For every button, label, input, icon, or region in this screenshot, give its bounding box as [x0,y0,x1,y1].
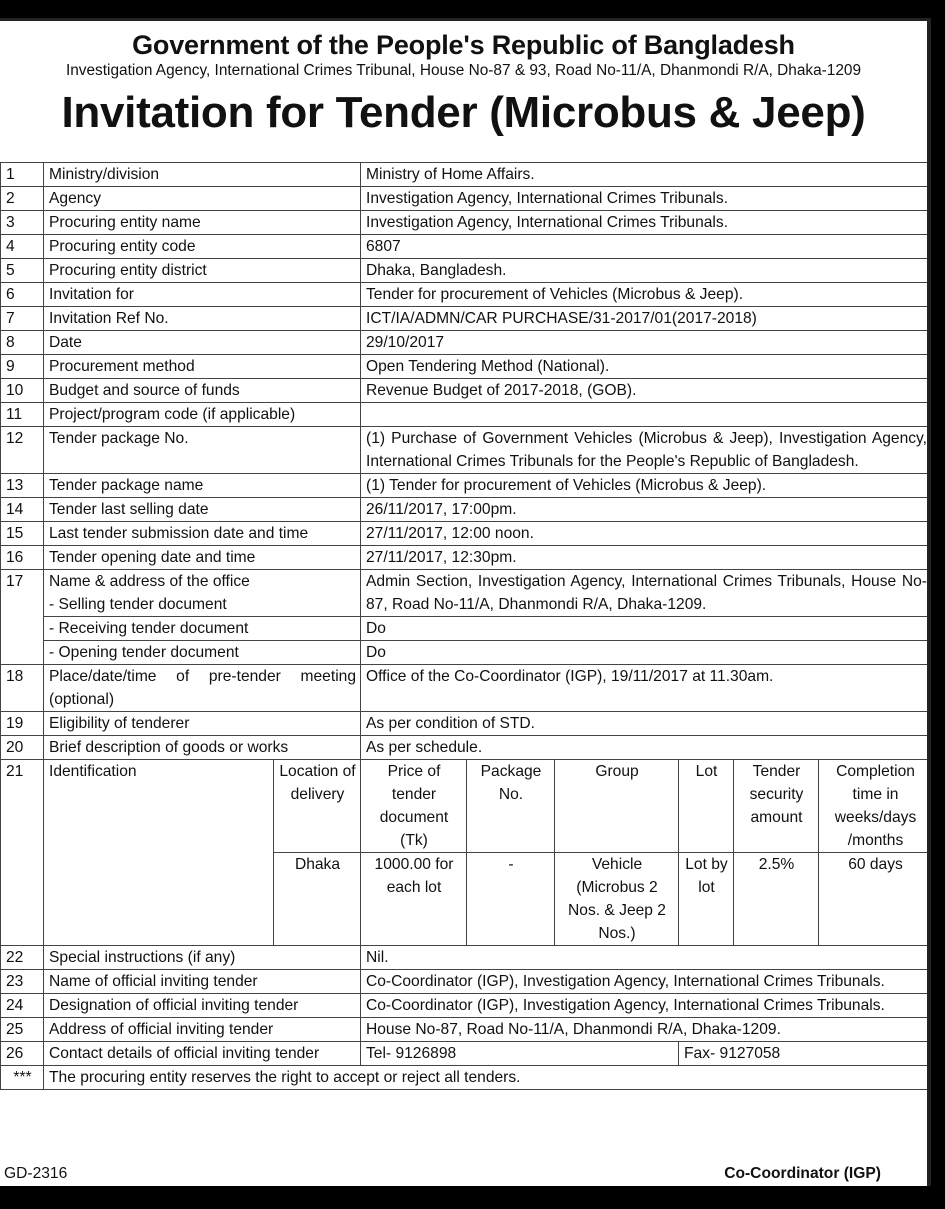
completion-value: 60 days [819,853,932,946]
row-label: Invitation for [44,283,361,307]
row-label: Identification [44,760,274,946]
gd-code: GD-2316 [4,1165,68,1182]
table-row [1,617,932,641]
row-number: 15 [1,522,44,546]
note-text: The procuring entity reserves the right to accept or reject all tenders. [44,1066,932,1090]
row-number: 21 [1,760,44,946]
fax-value: Fax- 9127058 [679,1042,932,1066]
row-number: 12 [1,427,44,474]
row-label: Tender opening date and time [44,546,361,570]
row-value: 27/11/2017, 12:00 noon. [361,522,932,546]
row-value: Investigation Agency, International Crimes Tribunals. [361,211,932,235]
row-number: 17 [1,570,44,665]
row-label: Place/date/time of pre-tender meeting (optional) [44,665,361,712]
table-row [1,760,932,853]
table-row [1,522,932,546]
row-value: 6807 [361,235,932,259]
row-label: Contact details of official inviting tender [44,1042,361,1066]
table-row [1,712,932,736]
receiving-label: - Receiving tender document [44,617,361,641]
row-number: 7 [1,307,44,331]
row-label: Brief description of goods or works [44,736,361,760]
row-value: Co-Coordinator (IGP), Investigation Agency, International Crimes Tribunals. [361,970,932,994]
row-number: 19 [1,712,44,736]
group-value: Vehicle (Microbus 2 Nos. & Jeep 2 Nos.) [555,853,679,946]
opening-value: Do [361,641,932,665]
row-label: Tender last selling date [44,498,361,522]
row-value: ICT/IA/ADMN/CAR PURCHASE/31-2017/01(2017-2018) [361,307,932,331]
row-number: 24 [1,994,44,1018]
table-row [1,187,932,211]
location-value: Dhaka [274,853,361,946]
group-header: Group [555,760,679,853]
table-row [1,211,932,235]
table-row [1,403,932,427]
row-value: Nil. [361,946,932,970]
row-label: Date [44,331,361,355]
row-value: As per schedule. [361,736,932,760]
row-number: 9 [1,355,44,379]
row-number: 20 [1,736,44,760]
row-number: 16 [1,546,44,570]
row-label: Designation of official inviting tender [44,994,361,1018]
row-number: 14 [1,498,44,522]
row-label: Procurement method [44,355,361,379]
row-number: 23 [1,970,44,994]
lot-value: Lot by lot [679,853,734,946]
table-row [1,283,932,307]
agency-address: Investigation Agency, International Crimes Tribunal, House No-87 & 93, Road No-11/A, Dhanmondi R/A, Dhaka-1209 [65,62,862,79]
row-value: Co-Coordinator (IGP), Investigation Agency, International Crimes Tribunals. [361,994,932,1018]
table-row [1,474,932,498]
table-row [1,1066,932,1090]
row-number: 1 [1,163,44,187]
row-number: 6 [1,283,44,307]
row-value: Ministry of Home Affairs. [361,163,932,187]
row-label: Agency [44,187,361,211]
row-value: (1) Tender for procurement of Vehicles (Microbus & Jeep). [361,474,932,498]
row-label: Procuring entity code [44,235,361,259]
row-label: Procuring entity district [44,259,361,283]
table-row [1,570,932,617]
row-label: Budget and source of funds [44,379,361,403]
row-number: 5 [1,259,44,283]
row-number: 10 [1,379,44,403]
table-row [1,665,932,712]
security-value: 2.5% [734,853,819,946]
receiving-value: Do [361,617,932,641]
row-value: Admin Section, Investigation Agency, International Crimes Tribunals, House No-87, Road No-11/A, Dhanmondi R/A, Dhaka-1209. [361,570,932,617]
table-row [1,1042,932,1066]
row-number: 3 [1,211,44,235]
table-row [1,355,932,379]
tender-notice [0,18,931,1186]
price-header: Price of tender document (Tk) [361,760,467,853]
table-row [1,736,932,760]
table-row [1,970,932,994]
opening-label: - Opening tender document [44,641,361,665]
row-value: Open Tendering Method (National). [361,355,932,379]
package-header: Package No. [467,760,555,853]
row-label: Special instructions (if any) [44,946,361,970]
table-row [1,994,932,1018]
table-row [1,427,932,474]
row-label: Tender package No. [44,427,361,474]
page-title: Invitation for Tender (Microbus & Jeep) [61,88,866,137]
row-value: Revenue Budget of 2017-2018, (GOB). [361,379,932,403]
footer [0,1160,931,1186]
row-number: 18 [1,665,44,712]
selling-label: - Selling tender document [49,596,227,613]
table-row [1,259,932,283]
table-row [1,307,932,331]
row-number: 11 [1,403,44,427]
row-label: Name of official inviting tender [44,970,361,994]
table-row [1,946,932,970]
row-number: 13 [1,474,44,498]
row-label: Project/program code (if applicable) [44,403,361,427]
row-label: Ministry/division [44,163,361,187]
row-number: 26 [1,1042,44,1066]
tel-value: Tel- 9126898 [361,1042,679,1066]
table-row [1,331,932,355]
tender-table [0,162,931,1090]
table-row [1,1018,932,1042]
row-value: (1) Purchase of Government Vehicles (Microbus & Jeep), Investigation Agency, International Crimes Tribunals for the People's Republic of Bangladesh. [361,427,932,474]
row-label: Invitation Ref No. [44,307,361,331]
row-number: 4 [1,235,44,259]
row-number: 25 [1,1018,44,1042]
table-row [1,379,932,403]
package-value: - [467,853,555,946]
table-row [1,498,932,522]
row-value: 27/11/2017, 12:30pm. [361,546,932,570]
table-row [1,163,932,187]
government-heading: Government of the People's Republic of Bangladesh [132,30,795,60]
row-value: 26/11/2017, 17:00pm. [361,498,932,522]
lot-header: Lot [679,760,734,853]
price-value: 1000.00 for each lot [361,853,467,946]
row-label: Eligibility of tenderer [44,712,361,736]
location-header: Location of delivery [274,760,361,853]
note-marker: *** [1,1066,44,1090]
row-label: Address of official inviting tender [44,1018,361,1042]
row-number: 22 [1,946,44,970]
row-value: As per condition of STD. [361,712,932,736]
signatory: Co-Coordinator (IGP) [724,1165,881,1182]
table-row [1,235,932,259]
row-value: Office of the Co-Coordinator (IGP), 19/11/2017 at 11.30am. [361,665,932,712]
table-row [1,546,932,570]
completion-header: Completion time in weeks/days /months [819,760,932,853]
office-label: Name & address of the office [49,573,250,590]
row-label: Last tender submission date and time [44,522,361,546]
table-row [1,641,932,665]
row-value: 29/10/2017 [361,331,932,355]
row-value: House No-87, Road No-11/A, Dhanmondi R/A, Dhaka-1209. [361,1018,932,1042]
row-label: Tender package name [44,474,361,498]
row-value: Investigation Agency, International Crimes Tribunals. [361,187,932,211]
row-label [44,570,361,617]
row-number: 2 [1,187,44,211]
row-value: Tender for procurement of Vehicles (Microbus & Jeep). [361,283,932,307]
row-label: Procuring entity name [44,211,361,235]
row-value: Dhaka, Bangladesh. [361,259,932,283]
row-value [361,403,932,427]
row-number: 8 [1,331,44,355]
security-header: Tender security amount [734,760,819,853]
